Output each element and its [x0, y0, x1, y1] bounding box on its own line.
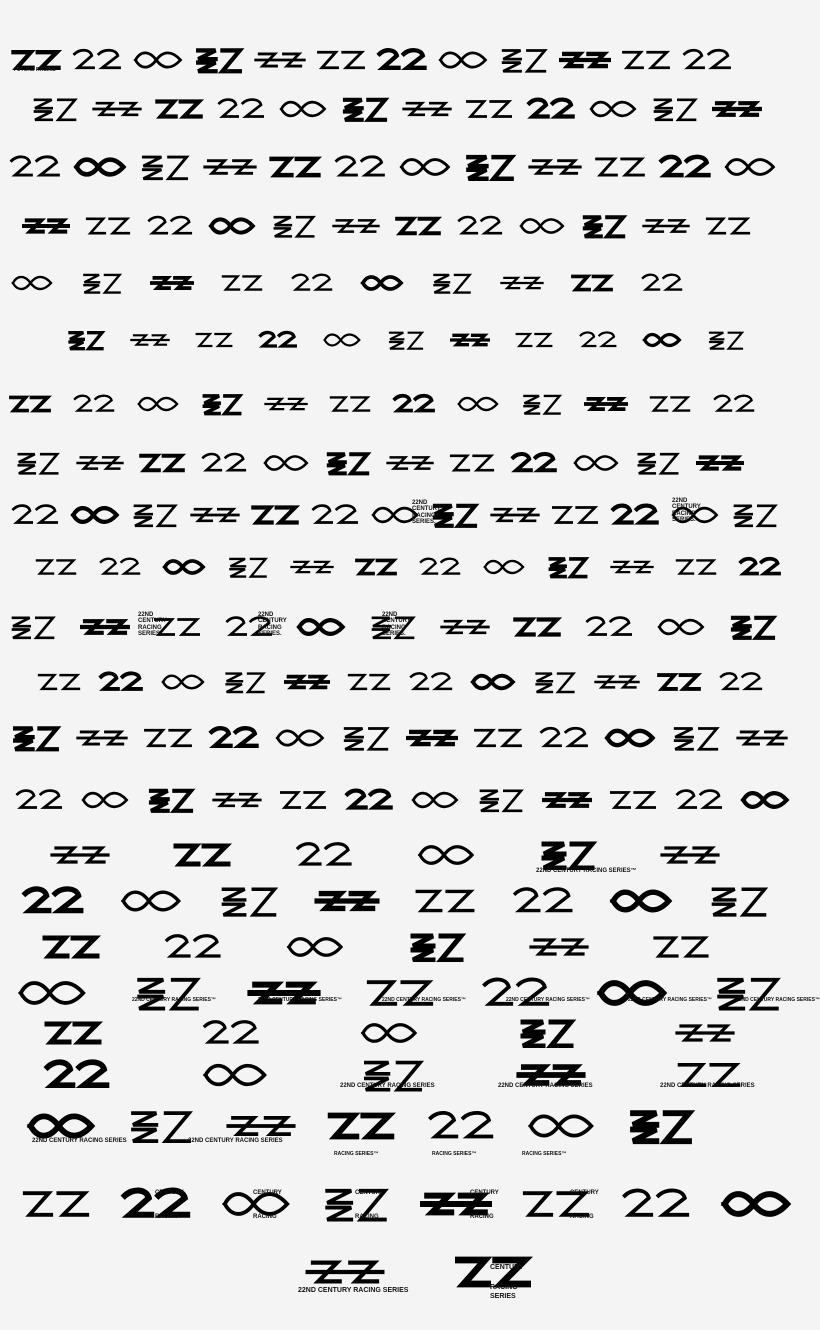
logo-mark — [358, 975, 442, 1011]
logo-mark — [642, 320, 682, 360]
logo-mark — [333, 148, 387, 186]
logo-mark — [206, 885, 292, 917]
logo-mark — [526, 1102, 596, 1150]
logo-mark — [142, 718, 194, 758]
logo-mark — [10, 718, 62, 758]
logo-caption: 22ND CENTURY RACING SERIES — [298, 1287, 409, 1294]
logo-mark — [580, 202, 628, 250]
logo-mark — [284, 662, 330, 702]
logo-caption: RACING SERIES™ — [522, 1151, 567, 1157]
logo-mark — [448, 445, 496, 481]
logo-mark — [208, 718, 260, 758]
logo-mark — [360, 265, 404, 301]
logo-mark — [226, 548, 270, 586]
logo-mark — [723, 148, 777, 186]
logo-mark — [18, 1018, 128, 1048]
logo-mark — [640, 265, 684, 301]
logo-mark — [712, 382, 756, 426]
logo-mark — [738, 548, 782, 586]
logo-mark — [322, 320, 362, 360]
logo-mark — [528, 148, 582, 186]
logo-mark — [640, 932, 722, 962]
logo-caption: RACING — [470, 1214, 494, 1220]
logo-mark — [706, 320, 746, 360]
logo-mark — [704, 202, 752, 250]
logo-caption: 22ND CENTURY RACING SERIES™ — [258, 997, 342, 1003]
logo-mark — [326, 1102, 396, 1150]
logo-mark — [532, 662, 578, 702]
logo-mark — [262, 445, 310, 481]
logo-mark — [40, 840, 120, 870]
logo-mark — [376, 42, 428, 78]
logo-mark — [268, 148, 322, 186]
logo-mark — [296, 606, 346, 648]
logo-mark — [720, 1178, 792, 1230]
logo-mark — [656, 662, 702, 702]
logo-mark — [71, 42, 123, 78]
logo-mark — [98, 548, 142, 586]
logo-mark — [30, 932, 112, 962]
logo-mark — [324, 445, 372, 481]
logo-caption: CENTURY — [470, 1190, 499, 1196]
logo-mark — [180, 1058, 290, 1092]
logo-mark — [242, 975, 326, 1011]
logo-mark — [22, 1058, 132, 1092]
logo-mark — [406, 718, 458, 758]
logo-mark — [658, 148, 712, 186]
logo-mark — [10, 885, 96, 917]
logo-mark — [340, 92, 390, 126]
logo-mark — [22, 202, 70, 250]
logo-mark — [572, 445, 620, 481]
logo-caption: 22ND CENTURY RACING SERIES. — [258, 612, 287, 637]
logo-caption: 22ND CENTURY RACING SERIES — [660, 1083, 755, 1089]
logo-mark — [542, 780, 592, 820]
logo-caption: 22ND CENTURY RACING SERIES™ — [628, 997, 712, 1003]
logo-mark — [10, 498, 60, 532]
logo-caption: CENTURY — [490, 1264, 524, 1271]
logo-mark — [426, 1102, 496, 1150]
logo-caption: 22ND CENTURY RACING SERIES™ — [382, 997, 466, 1003]
logo-mark — [398, 148, 452, 186]
logo-mark — [559, 42, 611, 78]
logo-mark — [10, 975, 94, 1011]
logo-mark — [160, 662, 206, 702]
logo-mark — [284, 840, 364, 870]
logo-mark — [512, 606, 562, 648]
logo-mark — [132, 42, 184, 78]
logo-caption: CENTURY — [253, 1190, 282, 1196]
logo-mark — [740, 780, 790, 820]
logo-mark — [92, 92, 142, 126]
logo-mark — [386, 445, 434, 481]
logo-mark — [518, 202, 566, 250]
logo-mark — [328, 382, 372, 426]
logo-mark — [334, 1018, 444, 1048]
logo-mark — [150, 265, 194, 301]
logo-mark — [98, 662, 144, 702]
logo-caption: 22ND CENTURY RACING SERIES. — [382, 612, 411, 637]
logo-caption: 22ND CENTURY RACING SERIES — [498, 1083, 593, 1089]
logo-mark — [146, 202, 194, 250]
logo-mark — [593, 148, 647, 186]
logo-mark — [250, 498, 300, 532]
logo-mark — [670, 718, 722, 758]
logo-caption: RACING — [155, 1214, 179, 1220]
logo-mark — [620, 42, 672, 78]
logo-mark — [200, 445, 248, 481]
logo-caption: RACING — [253, 1214, 277, 1220]
logo-mark — [437, 42, 489, 78]
logo-mark — [430, 265, 474, 301]
logo-mark — [718, 662, 764, 702]
logo-mark — [526, 92, 576, 126]
logo-mark — [332, 202, 380, 250]
logo-mark — [406, 840, 486, 870]
logo-mark — [648, 382, 692, 426]
logo-mark — [8, 382, 52, 426]
logo-mark — [500, 265, 544, 301]
logo-mark — [278, 780, 328, 820]
logo-mark — [634, 445, 682, 481]
logo-mark — [520, 1178, 592, 1230]
logo-caption: RACING — [355, 1214, 379, 1220]
logo-mark — [70, 498, 120, 532]
logo-mark — [290, 1252, 400, 1292]
logo-caption: CENTURY — [155, 1190, 184, 1196]
logo-mark — [604, 718, 656, 758]
logo-mark — [10, 265, 54, 301]
logo-caption: 22ND CENTURY RACING SERIES™ — [132, 997, 216, 1003]
logo-mark — [588, 92, 638, 126]
logo-mark — [498, 42, 550, 78]
logo-mark — [216, 92, 266, 126]
logo-mark — [290, 265, 334, 301]
logo-mark — [728, 606, 778, 648]
logo-mark — [130, 320, 170, 360]
logo-mark — [550, 498, 600, 532]
logo-mark — [681, 42, 733, 78]
logo-mark — [584, 382, 628, 426]
logo-mark — [626, 1102, 696, 1150]
logo-caption: 22ND CENTURY RACING SERIES — [188, 1138, 283, 1144]
logo-mark — [500, 885, 586, 917]
logo-caption: RACING — [570, 1214, 594, 1220]
logo-mark — [674, 780, 724, 820]
logo-mark — [620, 1178, 692, 1230]
logo-mark — [510, 445, 558, 481]
logo-mark — [598, 885, 684, 917]
logo-mark — [418, 548, 462, 586]
logo-caption: RACING — [36, 67, 56, 73]
logo-mark — [222, 662, 268, 702]
logo-mark — [440, 606, 490, 648]
logo-mark — [194, 320, 234, 360]
logo-caption: 22ND CENTURY RACING SERIES. — [138, 612, 167, 637]
logo-mark — [274, 932, 356, 962]
logo-mark — [36, 662, 82, 702]
logo-mark — [130, 498, 180, 532]
logo-mark — [482, 548, 526, 586]
logo-mark — [315, 42, 367, 78]
logo-mark — [456, 202, 504, 250]
logo-mark — [650, 92, 700, 126]
logo-mark — [14, 780, 64, 820]
logo-mark — [200, 382, 244, 426]
logo-mark — [528, 840, 608, 870]
logo-mark — [270, 202, 318, 250]
logo-mark — [394, 202, 442, 250]
logo-caption: 22ND CENTURY RACING SERIES™ — [536, 868, 637, 874]
logo-mark — [706, 975, 790, 1011]
logo-caption: 22ND CENTURY RACING SERIES. — [672, 498, 701, 523]
logo-mark — [264, 382, 308, 426]
logo-mark — [730, 498, 780, 532]
logo-mark — [30, 92, 80, 126]
logo-mark — [520, 382, 564, 426]
logo-mark — [472, 718, 524, 758]
logo-mark — [80, 780, 130, 820]
logo-mark — [570, 265, 614, 301]
logo-caption: FUTURE — [14, 67, 35, 73]
logo-mark — [34, 548, 78, 586]
logo-mark — [650, 1018, 760, 1048]
logo-mark — [212, 780, 262, 820]
logo-caption: RACING — [490, 1284, 518, 1291]
logo-mark — [492, 1018, 602, 1048]
logo-mark — [152, 932, 234, 962]
logo-mark — [392, 382, 436, 426]
logo-mark — [354, 548, 398, 586]
logo-mark — [66, 320, 106, 360]
logo-mark — [120, 1178, 192, 1230]
logo-mark — [410, 780, 460, 820]
logo-mark — [594, 662, 640, 702]
logo-mark — [320, 1178, 392, 1230]
logo-mark — [193, 42, 245, 78]
logo-mark — [696, 885, 782, 917]
logo-mark — [220, 265, 264, 301]
logo-mark — [76, 718, 128, 758]
logo-mark — [278, 92, 328, 126]
logo-caption: 22ND CENTURY RACING SERIES. — [412, 500, 441, 525]
logo-mark — [474, 975, 558, 1011]
logo-mark — [450, 320, 490, 360]
logo-mark — [610, 548, 654, 586]
logo-mark — [650, 840, 730, 870]
logo-mark — [304, 885, 390, 917]
logo-caption: RACING SERIES™ — [432, 1151, 477, 1157]
logo-mark — [470, 662, 516, 702]
logo-mark — [126, 975, 210, 1011]
logo-mark — [146, 780, 196, 820]
logo-mark — [463, 148, 517, 186]
logo-mark — [73, 148, 127, 186]
logo-mark — [696, 445, 744, 481]
logo-mark — [80, 265, 124, 301]
logo-mark — [340, 718, 392, 758]
logo-mark — [162, 548, 206, 586]
logo-mark — [674, 548, 718, 586]
logo-mark — [590, 975, 674, 1011]
logo-mark — [8, 148, 62, 186]
logo-mark — [8, 606, 58, 648]
logo-mark — [76, 445, 124, 481]
logo-mark — [456, 382, 500, 426]
logo-mark — [274, 718, 326, 758]
logo-mark — [136, 382, 180, 426]
logo-mark — [642, 202, 690, 250]
logo-mark — [518, 932, 600, 962]
logo-mark — [420, 1178, 492, 1230]
logo-mark — [464, 92, 514, 126]
logo-mark — [126, 1102, 196, 1150]
logo-caption: 22ND CENTURY RACING SERIES — [340, 1083, 435, 1089]
logo-mark — [138, 445, 186, 481]
logo-mark — [290, 548, 334, 586]
logo-mark — [220, 1178, 292, 1230]
logo-mark — [546, 548, 590, 586]
logo-caption: 22ND CENTURY RACING SERIES — [32, 1138, 127, 1144]
logo-mark — [514, 320, 554, 360]
logo-caption: RACING SERIES™ — [334, 1151, 379, 1157]
logo-mark — [608, 780, 658, 820]
logo-mark — [258, 320, 298, 360]
logo-mark — [80, 606, 130, 648]
logo-mark — [578, 320, 618, 360]
logo-caption: CENTURY — [355, 1190, 384, 1196]
logo-mark — [108, 885, 194, 917]
logo-mark — [154, 92, 204, 126]
logo-mark — [396, 932, 478, 962]
logo-mark — [20, 1178, 92, 1230]
logo-mark — [584, 606, 634, 648]
logo-mark — [538, 718, 590, 758]
logo-caption: 22ND CENTURY RACING SERIES™ — [506, 997, 590, 1003]
logo-caption: SERIES — [490, 1293, 516, 1300]
logo-caption: 22ND CENTURY RACING SERIES™ — [736, 997, 820, 1003]
logo-mark — [712, 92, 762, 126]
logo-mark — [138, 148, 192, 186]
logo-mark — [490, 498, 540, 532]
logo-mark — [408, 662, 454, 702]
logo-mark — [254, 42, 306, 78]
logo-mark — [386, 320, 426, 360]
logo-mark — [656, 606, 706, 648]
logo-mark — [736, 718, 788, 758]
logo-mark — [84, 202, 132, 250]
logo-mark — [344, 780, 394, 820]
logo-mark — [208, 202, 256, 250]
logo-mark — [402, 92, 452, 126]
logo-mark — [476, 780, 526, 820]
logo-mark — [14, 445, 62, 481]
logo-mark — [162, 840, 242, 870]
logo-mark — [176, 1018, 286, 1048]
logo-mark — [610, 498, 660, 532]
logo-mark — [310, 498, 360, 532]
logo-mark — [402, 885, 488, 917]
logo-caption: CENTURY — [570, 1190, 599, 1196]
logo-mark — [203, 148, 257, 186]
logo-mark — [190, 498, 240, 532]
logo-mark — [346, 662, 392, 702]
logo-mark — [72, 382, 116, 426]
